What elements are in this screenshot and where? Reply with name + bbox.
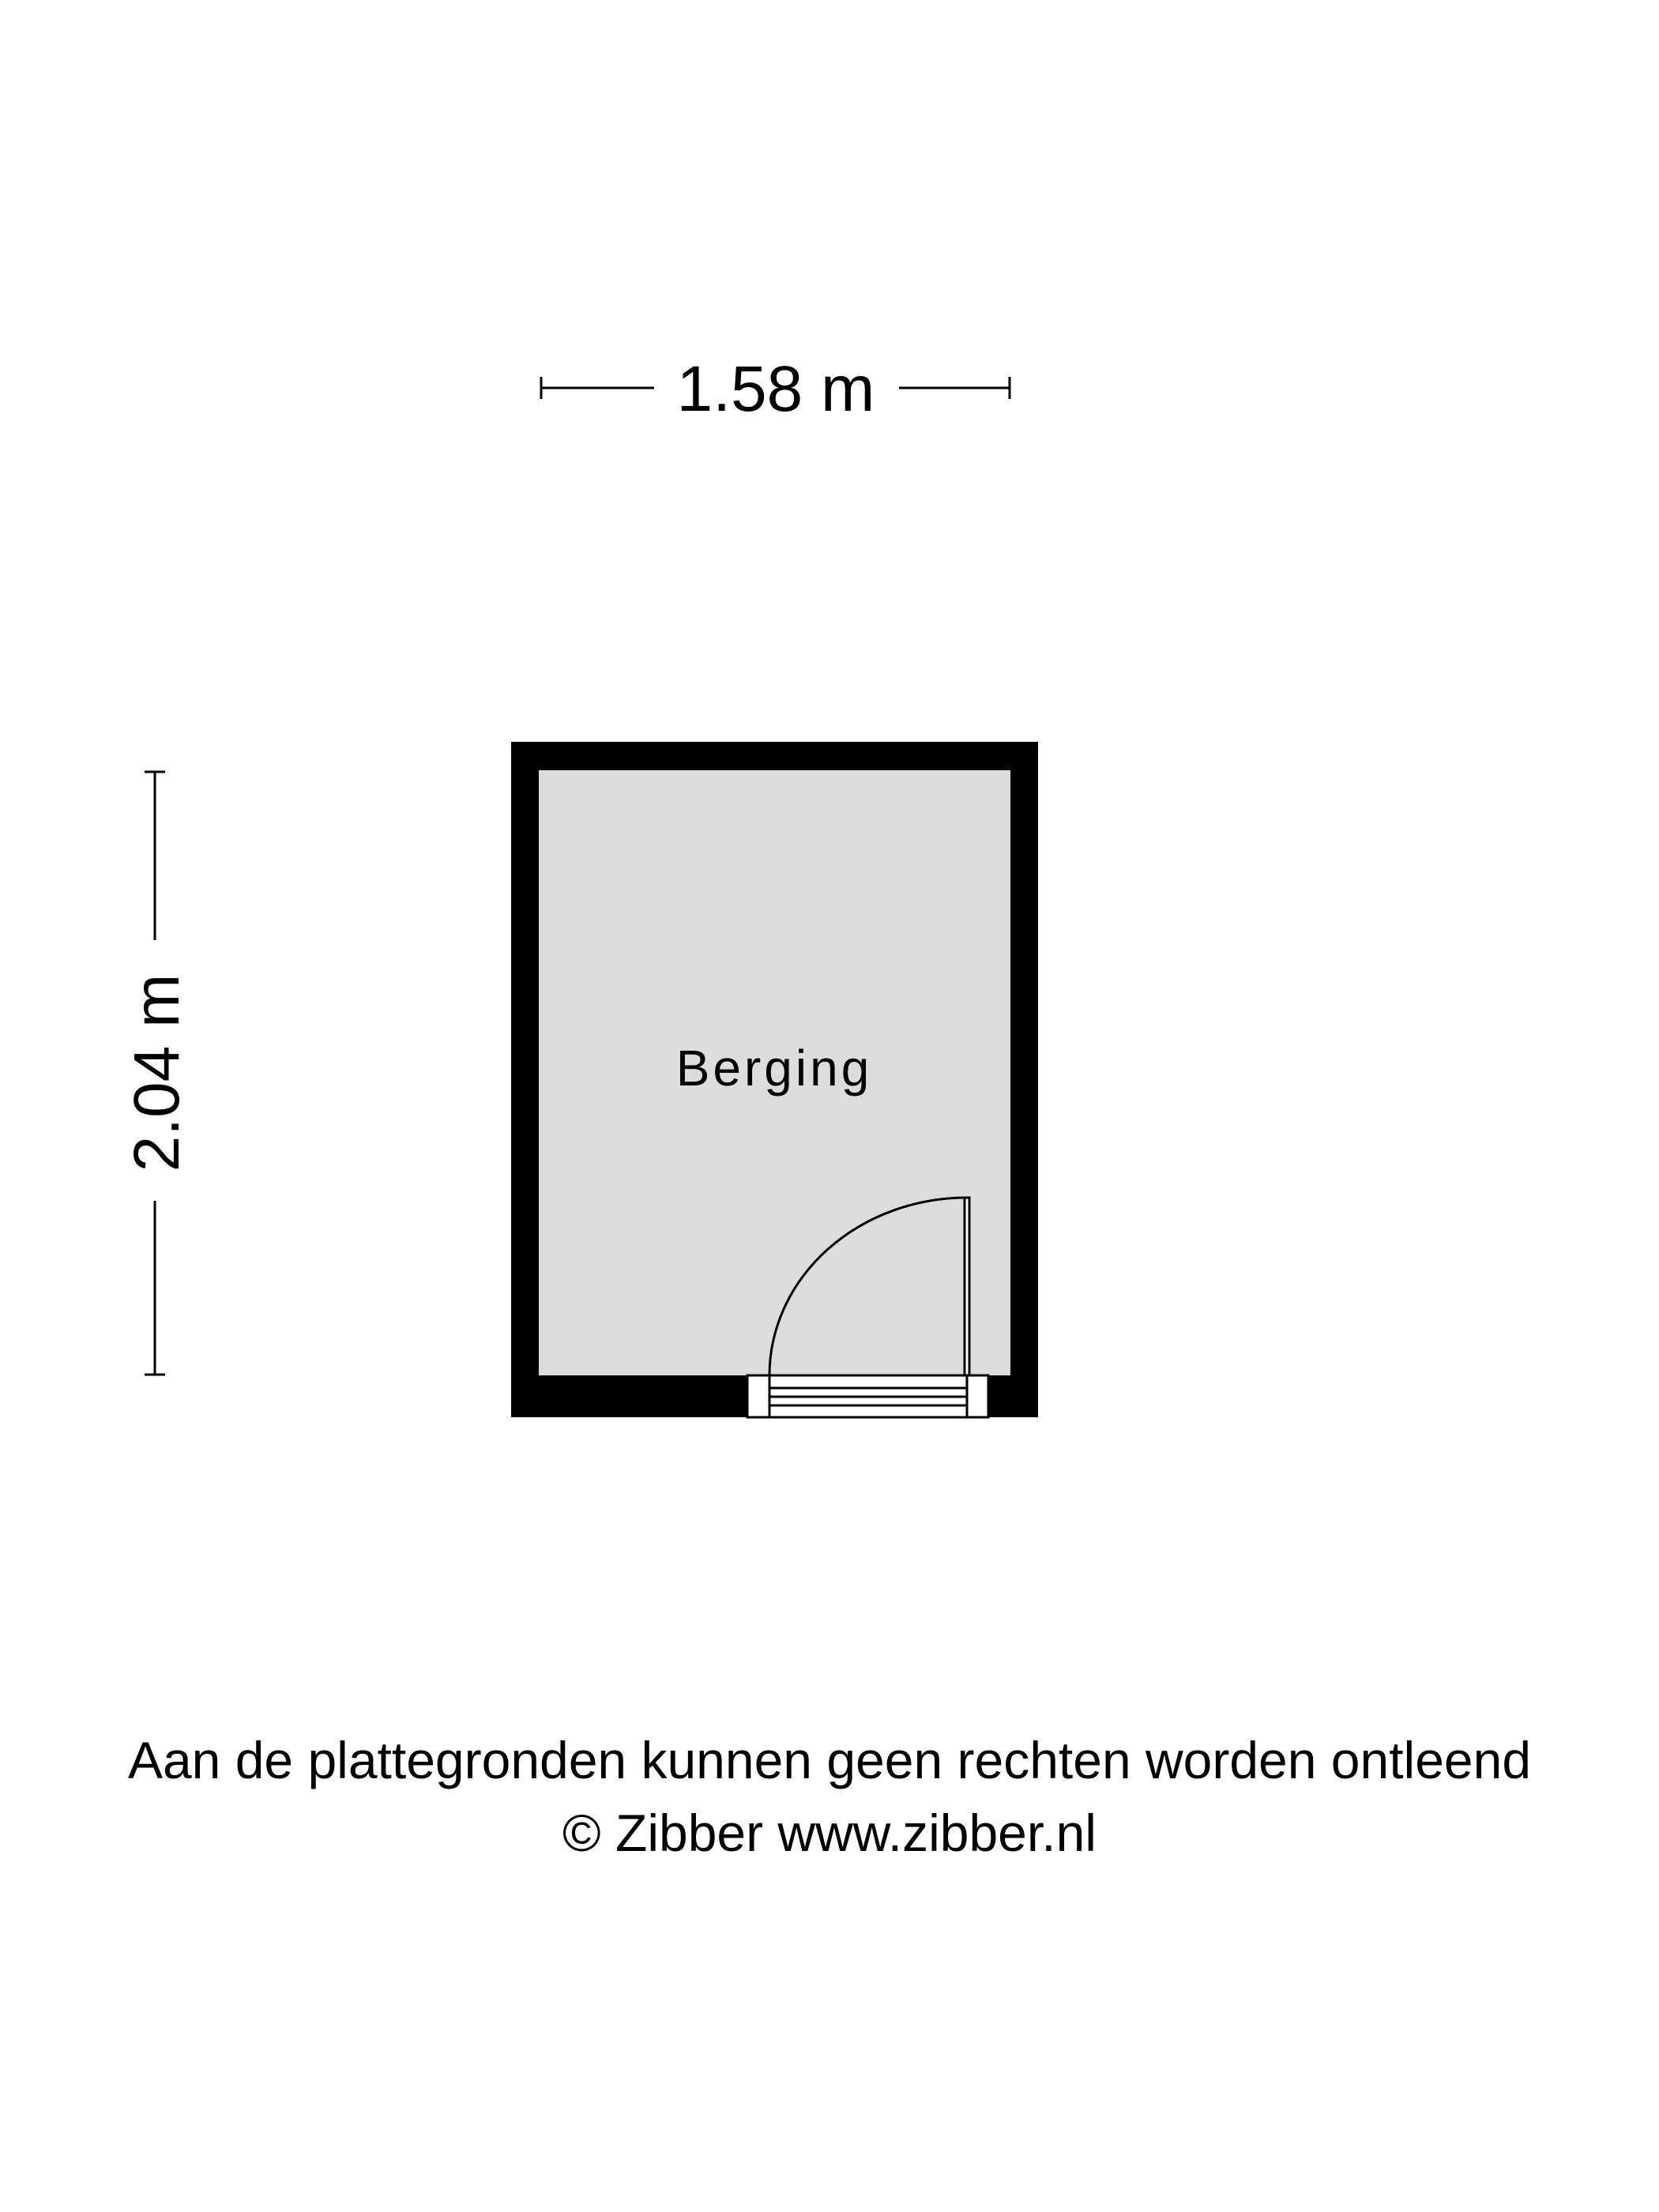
door-leaf (965, 1198, 969, 1375)
room-label: Berging (675, 1040, 873, 1097)
width-dimension (541, 353, 1010, 425)
door-threshold (747, 1375, 988, 1417)
wall-right (1010, 742, 1038, 1417)
wall-bottom-left (511, 1375, 747, 1417)
wall-bottom-right (988, 1375, 1038, 1417)
wall-top (511, 742, 1038, 770)
height-dimension (121, 772, 193, 1375)
width-dimension-label: 1.58 m (676, 353, 875, 425)
height-dimension-label: 2.04 m (121, 973, 193, 1172)
disclaimer-text: Aan de plattegronden kunnen geen rechten worden ontleend (127, 1731, 1532, 1789)
copyright-text: © Zibber www.zibber.nl (562, 1804, 1097, 1862)
wall-left (511, 742, 539, 1417)
